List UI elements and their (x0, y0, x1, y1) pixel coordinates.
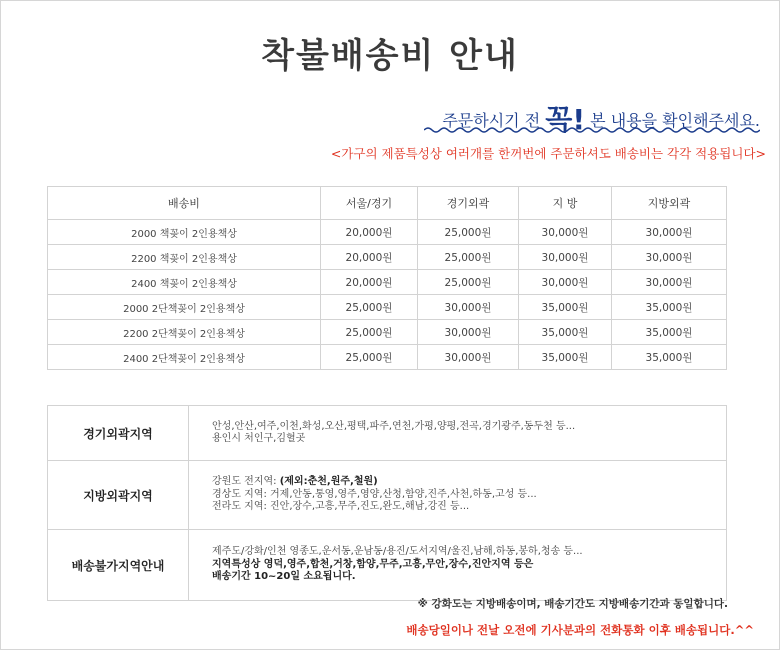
table-header-row (48, 187, 727, 220)
cell-price: 30,000원 (418, 320, 519, 345)
cell-price: 30,000원 (418, 345, 519, 370)
cell-price: 35,000원 (519, 295, 612, 320)
delivery-call-note: 배송당일이나 전날 오전에 기사분과의 전화통화 이후 배송됩니다.^^ (406, 623, 754, 637)
region-line: 안성,안산,여주,이천,화성,오산,평택,파주,연천,가평,양평,전곡,경기광주,동두천 등... (212, 420, 576, 432)
table-row (48, 295, 727, 320)
cell-price: 30,000원 (519, 220, 612, 245)
per-item-notice: <가구의 제품특성상 여러개를 한꺼번에 주문하셔도 배송비는 각각 적용됩니다> (330, 146, 766, 161)
region-line: 전라도 지역: 진안,장수,고흥,무주,진도,완도,해남,강진 등... (212, 501, 470, 513)
cell-price: 30,000원 (612, 245, 727, 270)
cell-price: 30,000원 (612, 220, 727, 245)
table-row (48, 220, 727, 245)
cell-price: 30,000원 (519, 245, 612, 270)
region-label: 지방외곽지역 (48, 461, 189, 530)
cell-price: 20,000원 (321, 220, 418, 245)
region-row-provincial-outer (48, 461, 727, 530)
cell-price: 35,000원 (612, 345, 727, 370)
header-seoul: 서울/경기 (321, 187, 418, 220)
cell-price: 25,000원 (418, 245, 519, 270)
cell-product: 2200 책꽂이 2인용책상 (48, 245, 321, 270)
region-info-table (47, 405, 727, 601)
cell-price: 30,000원 (519, 270, 612, 295)
cell-product: 2000 책꽂이 2인용책상 (48, 220, 321, 245)
cell-price: 30,000원 (612, 270, 727, 295)
cell-price: 35,000원 (519, 320, 612, 345)
region-line: 지역특성상 영덕,영주,합천,거창,함양,무주,고흥,무안,장수,진안지역 등은 (212, 558, 534, 570)
region-detail (189, 461, 727, 530)
region-detail (189, 406, 727, 461)
table-row (48, 345, 727, 370)
table-row (48, 245, 727, 270)
ganghwa-note: ※ 강화도는 지방배송이며, 배송기간도 지방배송기간과 동일합니다. (417, 598, 728, 610)
header-shipping: 배송비 (48, 187, 321, 220)
region-exception: (제외:춘천,원주,철원) (279, 476, 378, 488)
region-row-gyeonggi-outer (48, 406, 727, 461)
cell-product: 2200 2단책꽂이 2인용책상 (48, 320, 321, 345)
region-detail (189, 530, 727, 601)
region-line-prefix: 강원도 전지역: (212, 476, 280, 488)
cell-price: 25,000원 (418, 270, 519, 295)
page-title: 착불배송비 안내 (261, 36, 519, 76)
cell-price: 35,000원 (612, 320, 727, 345)
cell-price: 35,000원 (612, 295, 727, 320)
cell-product: 2400 책꽂이 2인용책상 (48, 270, 321, 295)
table-row (48, 320, 727, 345)
region-line: 제주도/강화/인천 영종도,운서동,운남동/용진/도서지역/울진,남해,하동,봉하,청송 등... (212, 546, 583, 558)
notice-before: 주문하시기 전 (442, 111, 546, 130)
cell-price: 20,000원 (321, 270, 418, 295)
table-row (48, 270, 727, 295)
notice-emphasis: 꼭! (545, 103, 586, 136)
header-gyeonggi-outer: 경기외곽 (418, 187, 519, 220)
cell-price: 25,000원 (418, 220, 519, 245)
shipping-rate-table (47, 186, 727, 370)
cell-price: 30,000원 (418, 295, 519, 320)
region-line (212, 476, 726, 489)
region-row-undeliverable (48, 530, 727, 601)
region-label: 배송불가지역안내 (48, 530, 189, 601)
region-label: 경기외곽지역 (48, 406, 189, 461)
header-provincial-outer: 지방외곽 (612, 187, 727, 220)
wave-underline (424, 126, 760, 134)
notice-after: 본 내용을 확인해주세요. (585, 111, 760, 130)
header-provincial: 지 방 (519, 187, 612, 220)
cell-price: 25,000원 (321, 345, 418, 370)
cell-product: 2400 2단책꽂이 2인용책상 (48, 345, 321, 370)
region-line: 경상도 지역: 거제,안동,통영,영주,영양,산청,함양,진주,사천,하동,고성 등... (212, 488, 537, 500)
region-line: 용인시 처인구,김혈곳 (212, 433, 306, 444)
cell-price: 35,000원 (519, 345, 612, 370)
region-line: 배송기간 10~20일 소요됩니다. (212, 571, 356, 583)
cell-price: 25,000원 (321, 295, 418, 320)
cell-product: 2000 2단책꽂이 2인용책상 (48, 295, 321, 320)
cell-price: 20,000원 (321, 245, 418, 270)
cell-price: 25,000원 (321, 320, 418, 345)
